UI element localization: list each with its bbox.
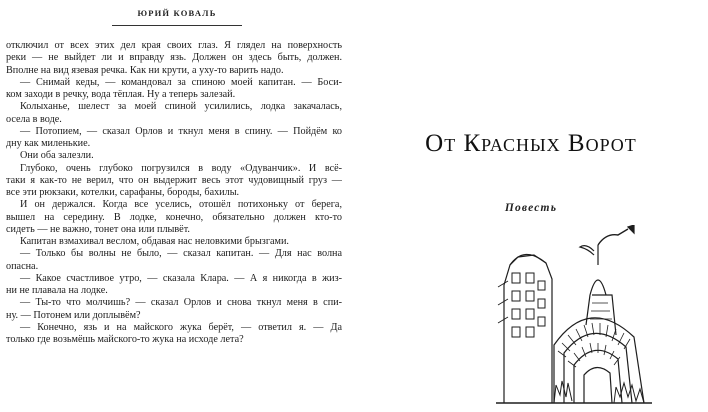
text-line: таки я как-то не верил, что он выдержит весь этот чудовищный груз — [6,174,342,186]
text-line: вышел на середину. В лодке, конечно, обязательно должен кто-то [6,211,342,223]
text-line: отключил от всех этих дел края своих глаз. Я глядел на поверхность [6,40,342,51]
text-line: дну как миленькие. [6,138,91,149]
text-line: Глубоко, очень глубоко погрузился в воду «Одуванчик». И всё- [20,162,342,174]
text-line: — Ты-то что молчишь? — сказал Орлов и снова ткнул меня в спи- [20,297,342,309]
body-text [6,40,342,346]
city-gate-illustration [494,225,654,405]
text-line: — Снимай кеды, — командовал за спиною моей капитан. — Боси- [20,76,342,88]
text-line: все эти рюкзаки, котелки, сарафаны, бороды, бахилы. [6,187,240,198]
text-line: ни не плавала на лодке. [6,285,108,296]
text-line: Вполне на вид язевая речка. Как ни крути, а уху-то варить надо. [6,64,284,76]
running-head: ЮРИЙ КОВАЛЬ [137,8,217,18]
right-page [354,0,708,412]
text-line: ну. — Потонем или доплывём? [6,309,141,321]
text-line: реки — не выйдет ли и вправду язь. Должен он здесь быть, должен. [6,52,342,64]
text-line: Они оба залезли. [20,150,94,162]
running-head-rule [112,25,242,26]
text-line: ком заходи в речку, вода тёплая. Ну а теперь залезай. [6,89,236,100]
text-line: — Потопием, — сказал Орлов и ткнул меня в спину. — Пойдём ко [20,125,342,137]
text-line: осела в воде. [6,113,62,125]
text-line: опасна. [6,260,39,272]
text-line: Капитан взмахивал веслом, обдавая нас неловкими брызгами. [20,236,289,247]
story-title: От Красных Ворот [425,130,637,157]
text-line: И он держался. Когда все уселись, отошёл потихоньку от берега, [20,199,342,211]
story-subtitle: Повесть [504,202,558,214]
text-line: — Только бы волны не было, — сказал капитан. — Для нас волна [20,248,342,260]
text-line: сидеть — не важно, тонет она или плывёт. [6,223,190,235]
text-line: — Конечно, язь и на майского жука берёт, — ответил я. — Да [20,321,342,333]
text-line: только где возьмёшь майского-то жука на исходе лета? [6,334,244,345]
text-line: — Какое счастливое утро, — сказала Клара. — А я никогда в жиз- [20,272,342,284]
text-line: Колыханье, шелест за моей спиной усилились, лодка закачалась, [20,101,342,113]
